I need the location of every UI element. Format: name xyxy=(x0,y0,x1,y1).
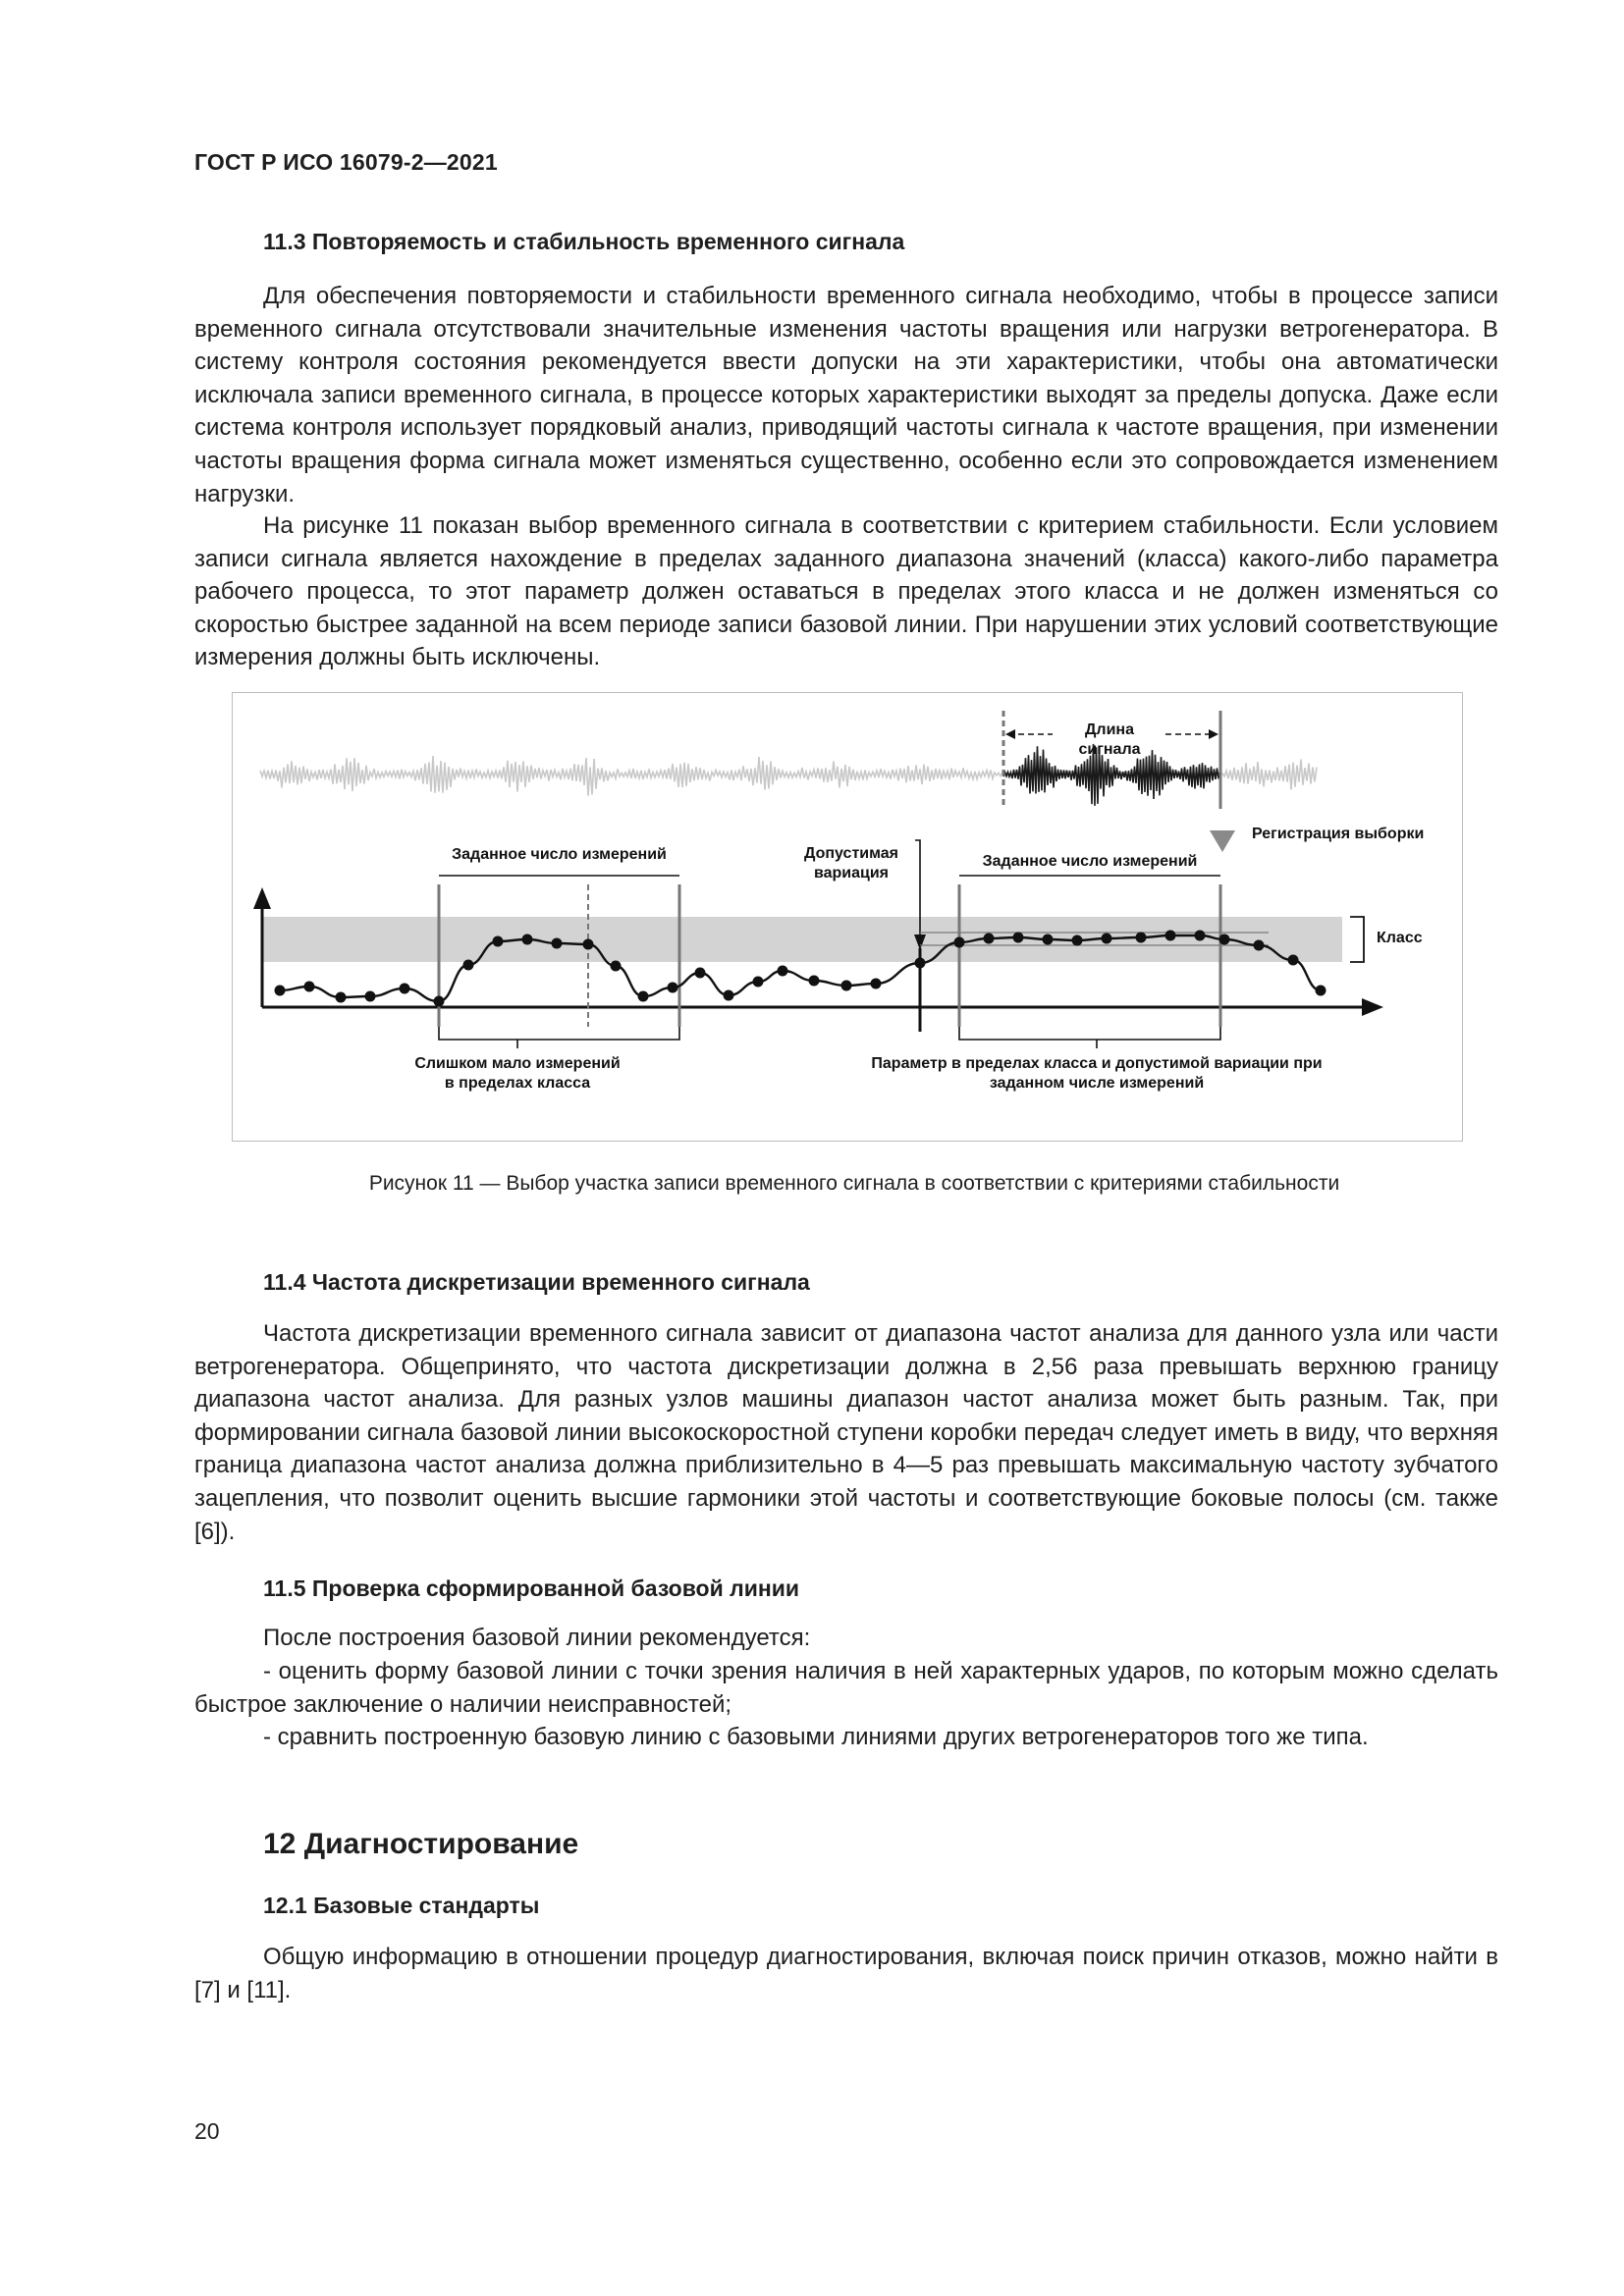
parameter-point xyxy=(871,979,882,989)
parameter-point xyxy=(275,986,286,996)
page-number: 20 xyxy=(194,2118,220,2144)
parameter-point xyxy=(1072,935,1083,946)
class-label: Класс xyxy=(1377,930,1423,946)
set-count-label-2: Заданное число измерений xyxy=(982,853,1198,870)
parameter-point xyxy=(778,966,788,977)
parameter-point xyxy=(668,983,678,993)
parameter-point xyxy=(809,976,820,987)
list-item-2: - сравнить построенную базовую линию с базовыми линиями других ветрогенераторов того же типа. xyxy=(263,1724,1369,1750)
signal-length-label: Длина сигнала xyxy=(1078,721,1141,758)
parameter-point xyxy=(1254,940,1265,951)
parameter-point xyxy=(304,982,315,992)
y-axis-arrowhead xyxy=(253,887,271,909)
parameter-point xyxy=(522,934,533,945)
section-heading-11-5: 11.5 Проверка сформированной базовой линии xyxy=(263,1575,800,1601)
within-class-label: Параметр в пределах класса и допустимой вариации при заданном числе измерений xyxy=(871,1055,1323,1092)
section-heading-11-3: 11.3 Повторяемость и стабильность временного сигнала xyxy=(263,229,905,254)
x-axis-arrowhead xyxy=(1362,998,1383,1016)
parameter-point xyxy=(1136,933,1147,943)
parameter-point xyxy=(1195,931,1206,941)
parameter-point xyxy=(841,981,852,991)
parameter-point xyxy=(753,977,764,988)
parameter-point xyxy=(984,934,995,944)
class-band xyxy=(262,917,1342,962)
parameter-point xyxy=(611,961,622,972)
parameter-point xyxy=(1165,931,1176,941)
window1-bottom-bracket xyxy=(439,1027,679,1040)
too-few-label: Слишком мало измерений в пределах класса xyxy=(414,1055,621,1092)
window2-bottom-bracket xyxy=(959,1027,1220,1040)
paragraph-11-3-2: На рисунке 11 показан выбор временного сигнала в соответствии с критерием стабильности. Если условием записи сигнала является нахождение в пределах заданного диапазона значений (класса) какого-либо параметра рабочего процесса, то этот параметр должен оставаться в пределах этого класса и не должен изменяться со скоростью быстрее заданной на всем периоде записи базовой линии. При нарушении этих условий соответствующие измерения должны быть исключены. xyxy=(194,512,1498,671)
parameter-point xyxy=(1102,934,1112,944)
signal-length-arrowhead-left xyxy=(1005,729,1015,739)
parameter-point xyxy=(463,960,474,971)
signal-length-arrowhead-right xyxy=(1209,729,1218,739)
paragraph-11-5-intro: После построения базовой линии рекомендуется: xyxy=(263,1625,811,1651)
set-count-label-1: Заданное число измерений xyxy=(452,846,667,863)
parameter-point xyxy=(1316,986,1326,996)
parameter-point xyxy=(724,990,734,1001)
parameter-point xyxy=(336,992,347,1003)
parameter-point xyxy=(638,991,649,1002)
registration-label: Регистрация выборки xyxy=(1252,826,1425,842)
section-heading-11-4: 11.4 Частота дискретизации временного сигнала xyxy=(263,1269,810,1295)
parameter-point xyxy=(1219,934,1230,945)
parameter-point xyxy=(434,996,445,1007)
allowed-variation-label: Допустимая вариация xyxy=(804,845,898,881)
page-header: ГОСТ Р ИСО 16079-2—2021 xyxy=(194,149,498,175)
parameter-point xyxy=(583,939,594,950)
list-item-1: - оценить форму базовой линии с точки зрения наличия в ней характерных ударов, по которым можно сделать быстрое заключение о наличии неисправностей; xyxy=(194,1658,1498,1718)
parameter-point xyxy=(695,968,706,979)
parameter-point xyxy=(365,991,376,1002)
parameter-point xyxy=(400,984,410,994)
parameter-point xyxy=(954,937,965,948)
parameter-point xyxy=(493,936,504,947)
section-heading-12: 12 Диагностирование xyxy=(263,1828,579,1860)
section-heading-12-1: 12.1 Базовые стандарты xyxy=(263,1893,540,1918)
figure-caption: Рисунок 11 — Выбор участка записи временного сигнала в соответствии с критериями стабильности xyxy=(368,1172,1340,1195)
parameter-point xyxy=(1288,955,1299,966)
parameter-point xyxy=(915,958,926,969)
parameter-point xyxy=(552,938,563,949)
paragraph-11-3-1: Для обеспечения повторяемости и стабильности временного сигнала необходимо, чтобы в процессе записи временного сигнала отсутствовали значительные изменения частоты вращения или нагрузки ветрогенератора. В систему контроля состояния рекомендуется ввести допуски на эти характеристики, чтобы она автоматически исключала записи временного сигнала, в процессе которых характеристики выходят за пределы допуска. Даже если система контроля использует порядковый анализ, приводящий частоты сигнала к частоте вращения, при изменении частоты вращения форма сигнала может изменяться существенно, особенно если это сопровождается изменением нагрузки. xyxy=(194,283,1498,507)
paragraph-12-1: Общую информацию в отношении процедур диагностирования, включая поиск причин отказов, можно найти в [7] и [11]. xyxy=(194,1944,1498,2003)
parameter-point xyxy=(1043,934,1054,945)
parameter-point xyxy=(1013,933,1024,943)
paragraph-11-4-1: Частота дискретизации временного сигнала зависит от диапазона частот анализа для данного узла или части ветрогенератора. Общепринято, что частота дискретизации должна в 2,56 раза превышать верхнюю границу диапазона частот анализа. Для разных узлов машины диапазон частот анализа может быть разным. Так, при формировании сигнала базовой линии высокоскоростной ступени коробки передач следует иметь в виду, что верхняя граница диапазона частот анализа должна приблизительно в 4—5 раз превышать максимальную частоту зубчатого зацепления, что позволит оценить высшие гармоники этой частоты и соответствующие боковые полосы (см. также [6]). xyxy=(194,1320,1498,1545)
figure-11 xyxy=(232,692,1463,1142)
class-bracket xyxy=(1350,917,1364,962)
registration-triangle xyxy=(1210,830,1235,852)
